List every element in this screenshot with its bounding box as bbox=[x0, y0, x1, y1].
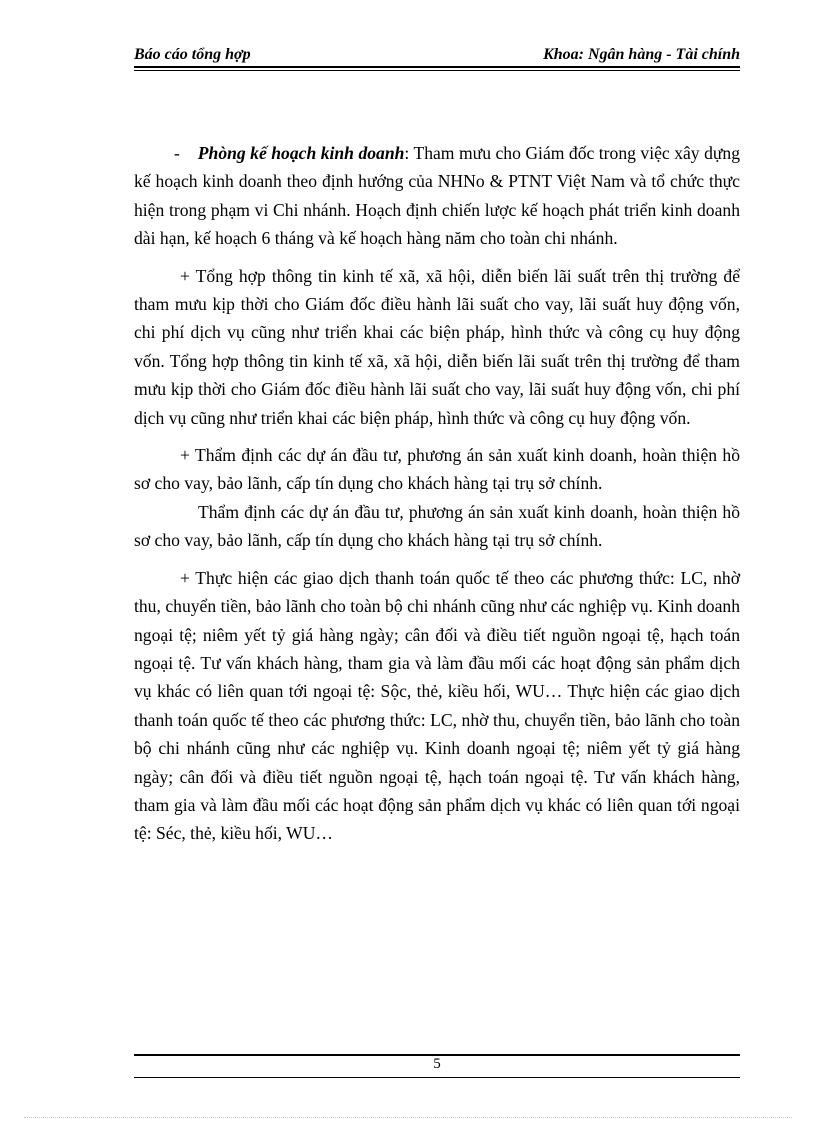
paragraph-text: : Tham mưu cho Giám đốc trong việc xây dựng kế hoạch kinh doanh theo định hướng của NHNo & PTNT Việt Nam và tổ chức thực hiện trong phạm vi Chi nhánh. Hoạch định chiến lược kế hoạch phát triển kinh doanh dài hạn, kế hoạch 6 tháng và kế hoạch hàng năm cho toàn chi nhánh. bbox=[134, 143, 740, 249]
paragraph-planning-department bbox=[134, 139, 740, 253]
list-dash: - bbox=[174, 143, 180, 163]
paragraph-interest-info: + Tổng hợp thông tin kinh tế xã, xã hội, diễn biến lãi suất trên thị trường để tham mưu kịp thời cho Giám đốc điều hành lãi suất cho vay, lãi suất huy động vốn, chi phí dịch vụ cũng như triển khai các biện pháp, hình thức và công cụ huy động vốn. Tổng hợp thông tin kinh tế xã, xã hội, diễn biến lãi suất trên thị trường để tham mưu kịp thời cho Giám đốc điều hành lãi suất cho vay, lãi suất huy động vốn, chi phí dịch vụ cũng như triển khai các biện pháp, hình thức và công cụ huy động vốn. bbox=[134, 265, 740, 428]
page-number: 5 bbox=[433, 1056, 441, 1072]
header-faculty: Khoa: Ngân hàng - Tài chính bbox=[543, 46, 740, 63]
page-header bbox=[134, 44, 740, 68]
footer-rule-thin bbox=[134, 1077, 740, 1078]
document-body bbox=[134, 139, 740, 857]
header-rule-thin bbox=[134, 70, 740, 71]
header-rule bbox=[134, 66, 740, 68]
paragraph-appraisal: + Thẩm định các dự án đầu tư, phương án sản xuất kinh doanh, hoàn thiện hồ sơ cho vay, bảo lãnh, cấp tín dụng cho khách hàng tại trụ sở chính. bbox=[134, 445, 740, 494]
header-report-title: Báo cáo tổng hợp bbox=[134, 46, 251, 63]
section-heading: Phòng kế hoạch kinh doanh bbox=[197, 143, 405, 163]
paragraph-international-payment: + Thực hiện các giao dịch thanh toán quốc tế theo các phương thức: LC, nhờ thu, chuyển tiền, bảo lãnh cho toàn bộ chi nhánh cũng như các nghiệp vụ. Kinh doanh ngoại tệ; niêm yết tỷ giá hàng ngày; cân đối và điều tiết nguồn ngoại tệ, hạch toán ngoại tệ. Tư vấn khách hàng, tham gia và làm đầu mối các hoạt động sản phẩm dịch vụ khác có liên quan tới ngoại tệ: Sộc, thẻ, kiều hối, WU… Thực hiện các giao dịch thanh toán quốc tế theo các phương thức: LC, nhờ thu, chuyển tiền, bảo lãnh cho toàn bộ chi nhánh cũng như các nghiệp vụ. Kinh doanh ngoại tệ; niêm yết tỷ giá hàng ngày; cân đối và điều tiết nguồn ngoại tệ, hạch toán ngoại tệ. Tư vấn khách hàng, tham gia và làm đầu mối các hoạt động sản phẩm dịch vụ khác có liên quan tới ngoại tệ: Séc, thẻ, kiều hối, WU… bbox=[134, 567, 740, 844]
paragraph-appraisal-repeat: Thẩm định các dự án đầu tư, phương án sản xuất kinh doanh, hoàn thiện hồ sơ cho vay, bảo lãnh, cấp tín dụng cho khách hàng tại trụ sở chính. bbox=[134, 501, 740, 551]
page-bottom-border bbox=[24, 1117, 792, 1118]
